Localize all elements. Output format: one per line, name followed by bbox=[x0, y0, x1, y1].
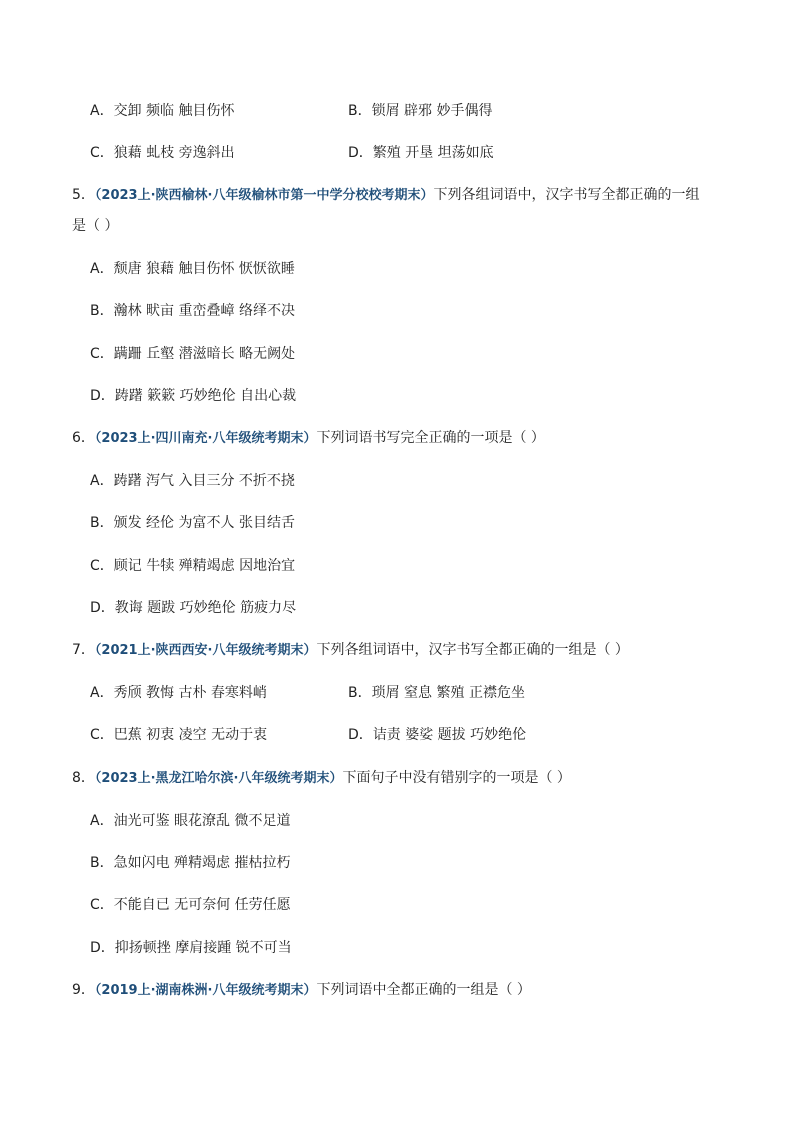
question-7-option-b: B．琐屑 窒息 繁殖 正襟危坐 bbox=[348, 685, 525, 701]
prev-option-c: C．狼藉 虬枝 旁逸斜出 bbox=[90, 145, 235, 161]
question-7-option-c: C．巴蕉 初衷 凌空 无动于衷 bbox=[90, 727, 268, 743]
question-text: 下列词语书写完全正确的一项是（ ） bbox=[316, 430, 545, 446]
question-5-option-c: C．蹒跚 丘壑 潜滋暗长 略无阙处 bbox=[90, 346, 296, 362]
question-6-stem bbox=[72, 428, 545, 449]
question-6-option-d: D．教诲 题跋 巧妙绝伦 筋疲力尽 bbox=[90, 600, 297, 616]
question-source: （2019上·湖南株洲·八年级统考期末） bbox=[94, 983, 317, 998]
question-6-option-b: B．颁发 经伦 为富不人 张目结舌 bbox=[90, 515, 295, 531]
question-number: 5． bbox=[72, 187, 95, 203]
question-7-option-a: A．秀颀 教悔 古朴 春寒料峭 bbox=[90, 685, 267, 701]
question-8-option-c: C．不能自已 无可奈何 任劳任愿 bbox=[90, 897, 291, 913]
question-source: （2023上·四川南充·八年级统考期末） bbox=[94, 431, 317, 446]
prev-option-b: B．锁屑 辟邪 妙手偶得 bbox=[348, 103, 493, 119]
question-7-option-d: D．诘责 婆娑 题拔 巧妙绝伦 bbox=[348, 727, 527, 743]
prev-option-d: D．繁殖 开垦 坦荡如底 bbox=[348, 145, 494, 161]
question-number: 9． bbox=[72, 982, 95, 998]
question-8-option-b: B．急如闪电 殚精竭虑 摧枯拉朽 bbox=[90, 855, 291, 871]
question-text: 下列各组词语中，汉字书写全都正确的一组是（ ） bbox=[316, 642, 629, 658]
prev-option-a: A．交卸 频临 触目伤怀 bbox=[90, 103, 235, 119]
question-8-option-d: D．抑扬顿挫 摩肩接踵 锐不可当 bbox=[90, 940, 292, 956]
question-8-option-a: A．油光可鉴 眼花潦乱 微不足道 bbox=[90, 813, 291, 829]
question-5-stem-cont: 是（ ） bbox=[72, 218, 119, 234]
question-7-stem bbox=[72, 640, 629, 661]
question-text: 下列词语中全都正确的一组是（ ） bbox=[316, 982, 531, 998]
question-5-option-d: D．踌躇 簌簌 巧妙绝伦 自出心裁 bbox=[90, 388, 297, 404]
question-number: 7． bbox=[72, 642, 95, 658]
question-text: 下面句子中没有错别字的一项是（ ） bbox=[342, 770, 571, 786]
question-number: 8． bbox=[72, 770, 95, 786]
question-source: （2021上·陕西西安·八年级统考期末） bbox=[94, 643, 317, 658]
question-9-stem bbox=[72, 980, 531, 1001]
question-number: 6． bbox=[72, 430, 95, 446]
question-5-option-b: B．瀚林 畎亩 重峦叠嶂 络绎不决 bbox=[90, 303, 295, 319]
question-source: （2023上·陕西榆林·八年级榆林市第一中学分校校考期末） bbox=[94, 188, 434, 203]
question-text: 下列各组词语中，汉字书写全都正确的一组 bbox=[433, 187, 700, 203]
question-6-option-c: C．顾记 牛犊 殚精竭虑 因地治宜 bbox=[90, 558, 296, 574]
question-source: （2023上·黑龙江哈尔滨·八年级统考期末） bbox=[94, 771, 343, 786]
question-5-option-a: A．颓唐 狼藉 触目伤怀 恹恹欲睡 bbox=[90, 261, 295, 277]
question-8-stem bbox=[72, 768, 571, 789]
question-5-stem bbox=[72, 185, 699, 206]
question-6-option-a: A．踌躇 泻气 入目三分 不折不挠 bbox=[90, 473, 295, 489]
